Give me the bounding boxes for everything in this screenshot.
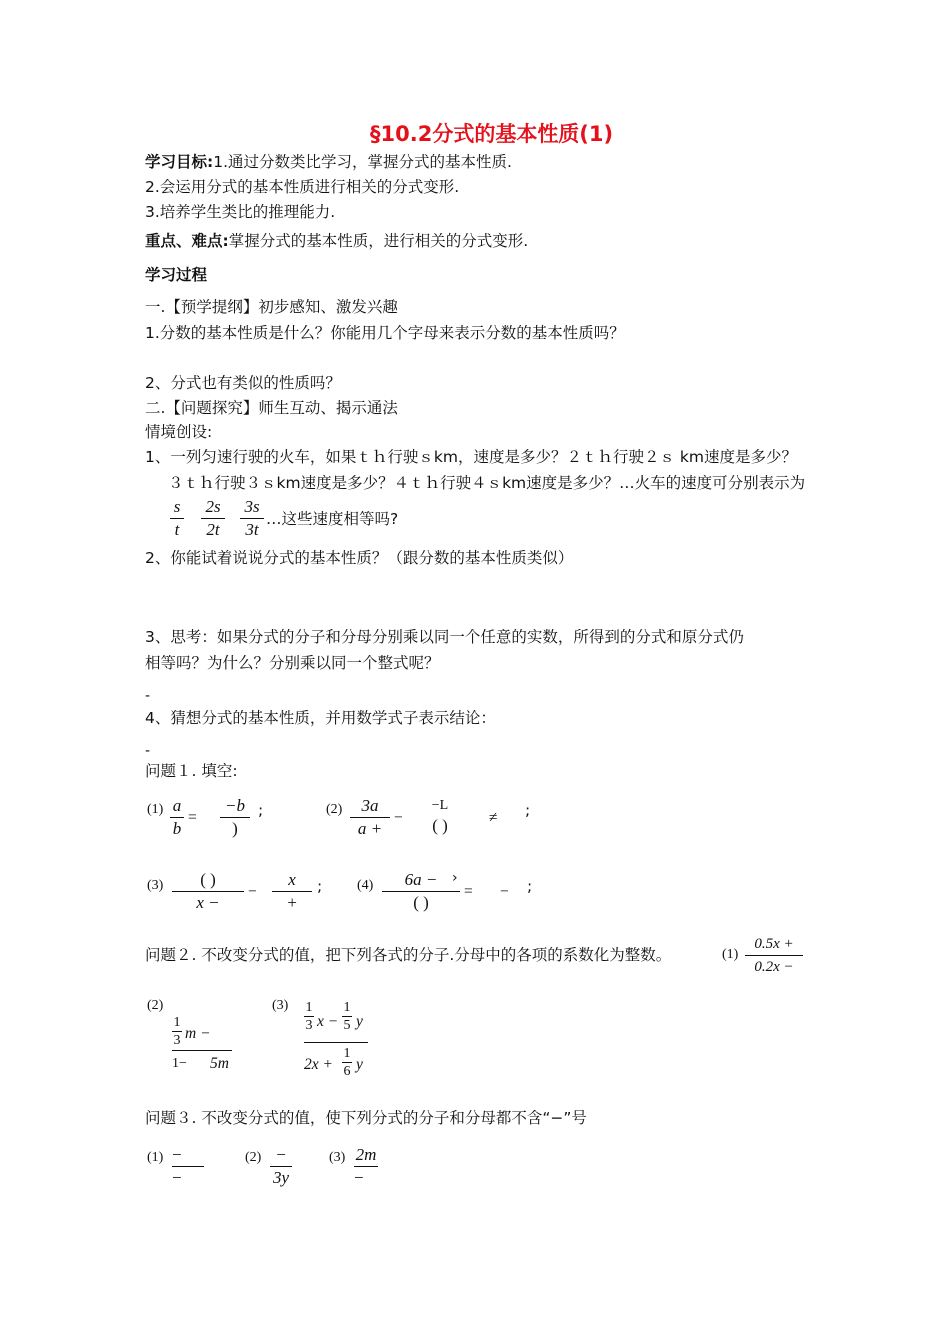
- p1-2-op: −: [394, 809, 403, 826]
- p3-2-index: (2): [245, 1150, 262, 1165]
- p1-3-op: −: [248, 883, 257, 900]
- p2-2-fraction-bar: [172, 1050, 232, 1051]
- keypoints-text: 掌握分式的基本性质，进行相关的分式变形.: [228, 232, 529, 250]
- problem2-label: 问题２. 不改变分式的值，把下列各式的分子.分母中的各项的系数化为整数。: [145, 946, 672, 964]
- speed-fraction-2: 2s 2t: [201, 497, 225, 540]
- p2-3-frac-a: 1 3: [305, 1000, 313, 1033]
- p1-1-answer-fraction: −b ): [220, 796, 250, 839]
- p2-3-frac-c: 1 6: [343, 1046, 351, 1079]
- scenario-1-line1: 1、一列匀速行驶的火车，如果ｔｈ行驶ｓkm，速度是多少？２ｔｈ行驶２ｓ km速度是多少？: [145, 448, 797, 466]
- p3-3-index: (3): [329, 1150, 346, 1165]
- p1-3-semicolon: ;: [317, 877, 323, 895]
- p1-4-answer-dash: −: [500, 883, 509, 900]
- p2-2-den-left: 1−: [172, 1056, 187, 1071]
- section1-q1: 1.分数的基本性质是什么？你能用几个字母来表示分数的基本性质吗？: [145, 324, 625, 342]
- p3-2-fraction: − 3y: [270, 1145, 292, 1188]
- p2-3-mid: x −: [317, 1013, 339, 1030]
- problem1-label: 问题１. 填空:: [145, 762, 238, 780]
- keypoints-label: 重点、难点:: [145, 232, 229, 250]
- p2-3-den-lead: 2x +: [304, 1056, 333, 1073]
- p1-2-answer-fraction: −L ( ): [431, 798, 449, 835]
- keypoints-line: [145, 231, 528, 251]
- p1-3-index: (3): [147, 878, 164, 893]
- p1-2-semicolon: ;: [525, 801, 531, 819]
- p1-4-num-tail: ›: [452, 870, 458, 886]
- p1-1-index: (1): [147, 802, 164, 817]
- objective-1: 1.通过分数类比学习，掌握分式的基本性质.: [213, 153, 512, 171]
- p1-1-equals: =: [188, 809, 197, 826]
- page-title: §10.2分式的基本性质(1): [370, 122, 614, 146]
- problem3-label: 问题３. 不改变分式的值，使下列分式的分子和分母都不含“−”号: [145, 1109, 587, 1127]
- p2-1-index: (1): [722, 947, 739, 962]
- blank-dash-2: -: [145, 743, 151, 759]
- p2-2-den-right: 5m: [210, 1055, 229, 1072]
- objective-3: 3.培养学生类比的推理能力.: [145, 203, 336, 221]
- p2-2-numerator-tail: m −: [185, 1025, 211, 1042]
- p2-3-fraction-bar: [304, 1042, 368, 1043]
- p1-4-fraction: 6a − ( ): [382, 870, 460, 913]
- p2-2-small-fraction: 1 3: [173, 1015, 181, 1048]
- section2-heading: 二.【问题探究】师生互动、揭示通法: [145, 399, 398, 417]
- scenario-3-line2: 相等吗？为什么？分别乘以同一个整式呢？: [145, 654, 440, 672]
- p2-2-index: (2): [147, 998, 164, 1013]
- objectives-label: 学习目标:: [145, 153, 214, 171]
- blank-dash-1: -: [145, 688, 151, 704]
- p1-4-equals: =: [464, 883, 473, 900]
- section1-heading: 一.【预学提纲】初步感知、激发兴趣: [145, 298, 398, 316]
- scenario-label: 情境创设:: [145, 423, 213, 441]
- objectives-line1: [145, 152, 512, 172]
- p1-1-semicolon: ;: [258, 801, 264, 819]
- speed-fraction-3: 3s 3t: [240, 497, 264, 540]
- scenario-1-line2: ３ｔｈ行驶３ｓkm速度是多少？４ｔｈ行驶４ｓkm速度是多少？…火车的速度可分别表示为: [168, 474, 806, 492]
- p3-1-index: (1): [147, 1150, 164, 1165]
- scenario-3-line1: 3、思考：如果分式的分子和分母分别乘以同一个任意的实数，所得到的分式和原分式仍: [145, 628, 744, 646]
- scenario-2: 2、你能试着说说分式的基本性质？（跟分数的基本性质类似）: [145, 549, 574, 567]
- p1-1-fraction: a b: [170, 796, 184, 839]
- p1-3-answer-fraction: x +: [272, 870, 312, 913]
- fractions-question: …这些速度相等吗?: [266, 510, 399, 528]
- p1-2-fraction: 3a a +: [350, 796, 390, 839]
- p1-4-index: (4): [357, 878, 374, 893]
- p1-2-not-equal: ≠: [489, 809, 498, 826]
- p2-3-frac-b: 1 5: [343, 1000, 351, 1033]
- p2-3-den-tail: y: [356, 1056, 363, 1073]
- p1-2-index: (2): [326, 802, 343, 817]
- p3-3-fraction: 2m −: [354, 1145, 377, 1187]
- p3-1-fraction: − −: [172, 1145, 204, 1188]
- process-heading: 学习过程: [145, 266, 208, 284]
- p2-3-tail: y: [356, 1013, 363, 1030]
- section1-q2: 2、分式也有类似的性质吗？: [145, 374, 341, 392]
- p1-3-fraction: ( ) x −: [172, 870, 244, 913]
- scenario-4: 4、猜想分式的基本性质，并用数学式子表示结论：: [145, 709, 496, 727]
- p1-4-semicolon: ;: [527, 877, 533, 895]
- p2-1-fraction: 0.5x + 0.2x −: [745, 934, 803, 977]
- p2-3-index: (3): [272, 998, 289, 1013]
- objective-2: 2.会运用分式的基本性质进行相关的分式变形.: [145, 178, 460, 196]
- speed-fraction-1: s t: [170, 497, 184, 540]
